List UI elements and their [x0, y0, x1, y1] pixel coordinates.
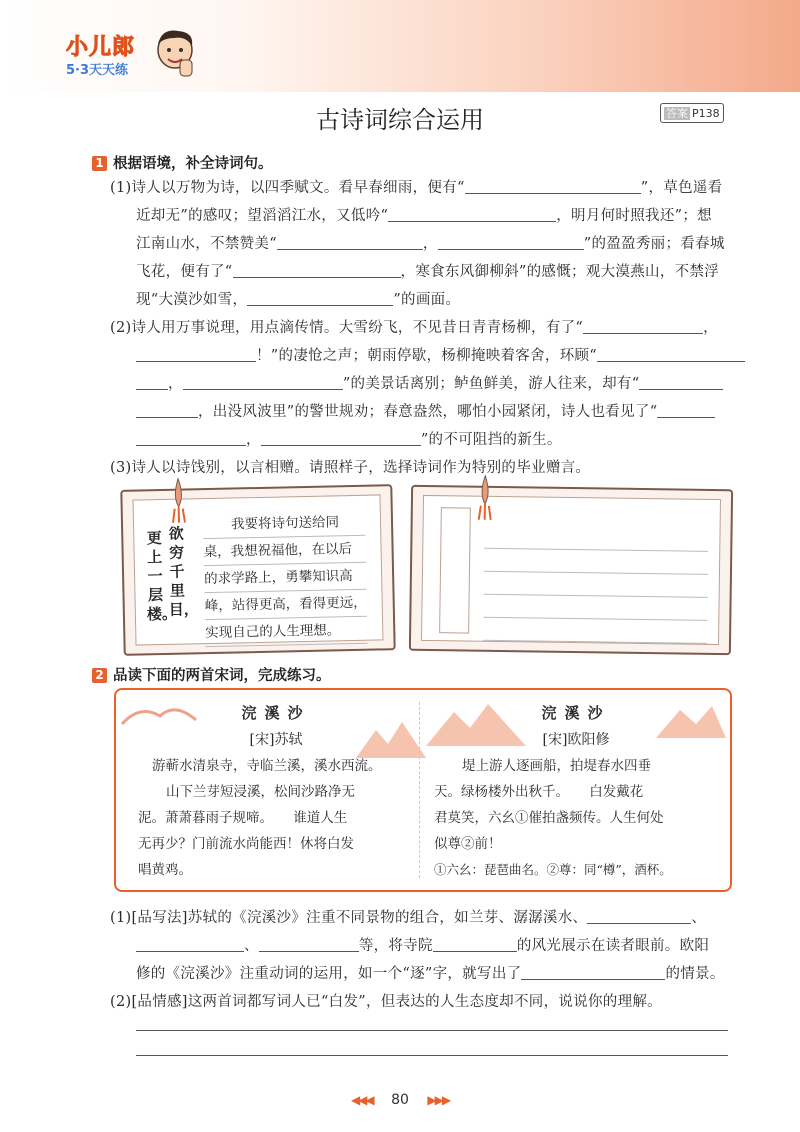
divider	[419, 702, 420, 878]
next-arrows-icon: ▶▶▶	[427, 1093, 450, 1107]
poem-slot[interactable]	[439, 507, 471, 633]
answer-blank[interactable]	[261, 431, 421, 446]
answer-blank[interactable]	[136, 347, 256, 362]
answer-blank[interactable]	[247, 291, 393, 306]
answer-blank[interactable]	[233, 263, 401, 278]
mascot-icon	[152, 26, 198, 78]
question-number: 2	[92, 668, 107, 683]
q2-line: (1)[品写法]苏轼的《浣溪沙》注重不同景物的组合，如兰芽、潺潺溪水、 、	[110, 910, 707, 926]
poem-author: [宋]苏轼	[249, 732, 303, 748]
q1-line: ，出没风波里”的警世规劝；春意盎然，哪怕小园紧闭，诗人也看见了“	[136, 400, 715, 421]
page-title: 古诗词综合运用	[316, 106, 484, 134]
q1-line: (3)诗人以诗饯别，以言相赠。请照样子，选择诗词作为特别的毕业赠言。	[110, 460, 591, 476]
poem-column-1: 欲穷千里目，	[168, 524, 200, 619]
q2-line: 修的《浣溪沙》注重动词的运用，如一个“逐”字，就写出了 的情景。	[136, 966, 725, 982]
poem-note: ①六幺：琵琶曲名。②尊：同“樽”，酒杯。	[434, 862, 672, 877]
answer-blank[interactable]	[136, 431, 246, 446]
answer-reference[interactable]: 答案 P138	[660, 103, 724, 123]
answer-blank[interactable]	[657, 403, 715, 418]
answer-blank[interactable]	[465, 179, 641, 194]
q1-line: (1)诗人以万物为诗，以四季赋文。看早春细雨，便有“ ”，草色遥看	[110, 180, 723, 196]
q1-line: 近却无”的感叹；望滔滔江水，又低吟“ ，明月何时照我还”；想	[136, 208, 712, 224]
answer-card[interactable]	[409, 485, 733, 655]
q2-line: 、 等，将寺院 的风光展示在读者眼前。欧阳	[136, 934, 709, 955]
card-text: 我要将诗句送给同 桌，我想祝福他，在以后 的求学路上，勇攀知识高 峰，站得更高，看得更远， 实现自己的人生理想。	[203, 509, 368, 647]
answer-blank[interactable]	[259, 937, 359, 952]
prev-arrows-icon: ◀◀◀	[350, 1093, 373, 1107]
series-name: 5·3天天练	[66, 63, 129, 78]
poem-title: 浣溪沙	[241, 704, 311, 722]
answer-blank[interactable]	[639, 375, 723, 390]
answer-blank[interactable]	[136, 403, 198, 418]
poem-column-2: 更上一层楼。	[146, 529, 178, 624]
brand-name: 小儿郎	[66, 35, 136, 60]
q1-line: ， ”的美景话离别；鲈鱼鲜美，游人往来，却有“	[136, 372, 723, 393]
q2-line: (2)[品情感]这两首词都写词人已“白发”，但表达的人生态度却不同，说说你的理解。	[110, 994, 662, 1010]
poem-title: 浣溪沙	[541, 704, 611, 722]
answer-lines[interactable]	[136, 1018, 728, 1056]
tassel-icon	[158, 476, 199, 527]
q1-line: 现“大漠沙如雪， ”的画面。	[136, 292, 461, 308]
question-2-heading: 2 品读下面的两首宋词，完成练习。	[92, 664, 331, 685]
answer-blank[interactable]	[521, 965, 665, 980]
example-card	[120, 484, 395, 656]
brand-logo	[66, 30, 135, 78]
answer-blank[interactable]	[438, 235, 584, 250]
q1-line: 飞花，便有了“ ，寒食东风御柳斜”的感慨；观大漠燕山，不禁浮	[136, 264, 720, 280]
q1-line: 江南山水，不禁赞美“ ， ”的盈盈秀丽；看春城	[136, 236, 725, 252]
answer-blank[interactable]	[136, 937, 244, 952]
answer-blank[interactable]	[183, 375, 343, 390]
answer-blank[interactable]	[277, 235, 423, 250]
answer-lines[interactable]	[483, 526, 709, 644]
question-1-heading: 1 根据语境，补全诗词句。	[92, 152, 273, 173]
answer-blank[interactable]	[433, 937, 517, 952]
q1-line: (2)诗人用万事说理，用点滴传情。大雪纷飞，不见昔日青青杨柳，有了“ ，	[110, 320, 718, 336]
answer-blank[interactable]	[597, 347, 745, 362]
answer-blank[interactable]	[136, 375, 168, 390]
question-number: 1	[92, 156, 107, 171]
poem-box	[114, 688, 732, 892]
poem-right: 浣溪沙 [宋]欧阳修 堤上游人逐画船，拍堤春水四垂 天。绿杨楼外出秋千。 白发戴花 君莫笑，六幺①催拍盏频传。人生何处 似尊②前！ ①六幺：琵琶曲名。②尊：同“樽”，酒杯。	[434, 702, 718, 883]
q1-line: ！”的凄怆之声；朝雨停歇，杨柳掩映着客舍，环顾“	[136, 344, 745, 365]
answer-blank[interactable]	[388, 207, 556, 222]
poem-left: 浣溪沙 [宋]苏轼 游蕲水清泉寺，寺临兰溪，溪水西流。 山下兰芽短浸溪，松间沙路净无 泥。萧萧暮雨子规啼。 谁道人生 无再少？门前流水尚能西！休将白发 唱黄鸡。	[138, 702, 414, 883]
poem-author: [宋]欧阳修	[542, 732, 610, 748]
page-footer	[0, 1092, 800, 1108]
answer-blank[interactable]	[587, 909, 691, 924]
answer-blank[interactable]	[583, 319, 703, 334]
q1-line: ， ”的不可阻挡的新生。	[136, 428, 562, 449]
page-number: 80	[391, 1092, 409, 1108]
